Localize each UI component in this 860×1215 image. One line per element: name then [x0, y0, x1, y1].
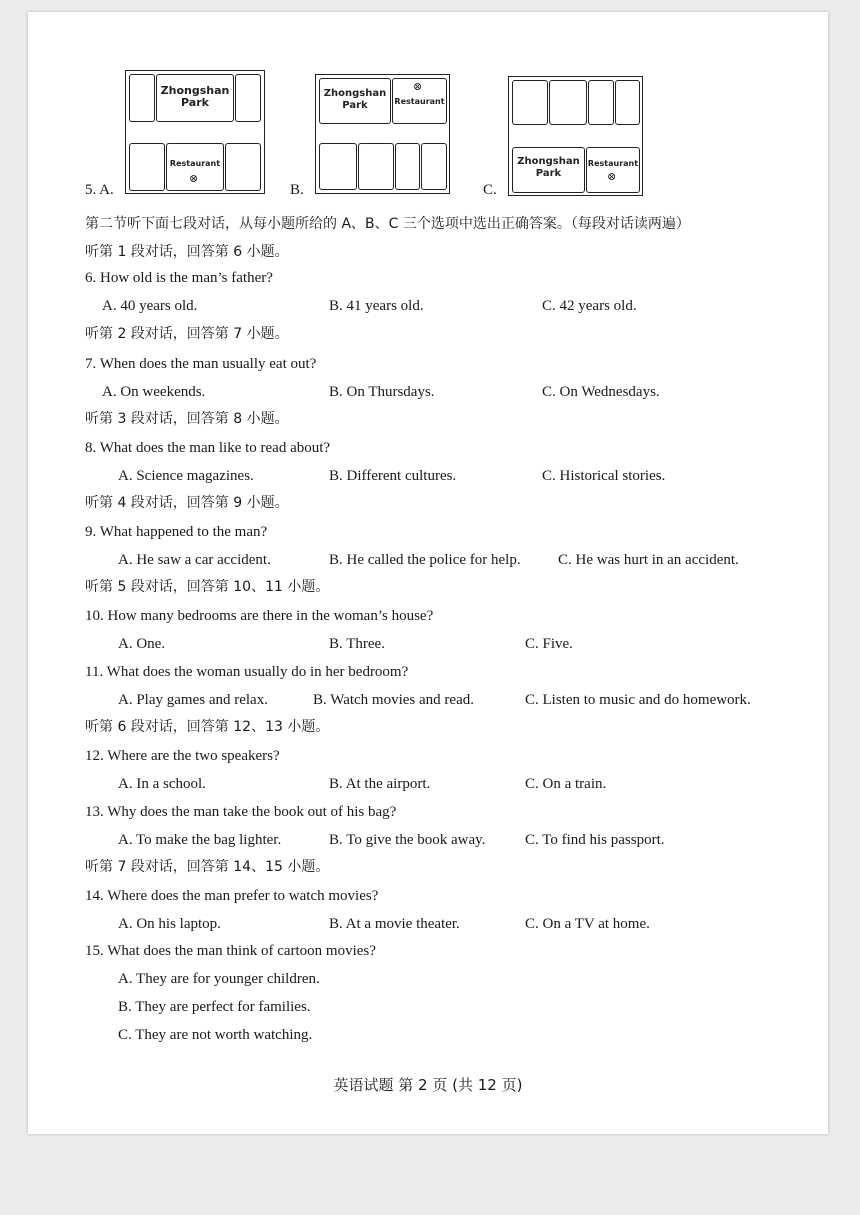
building — [421, 143, 447, 190]
map-option-c — [508, 76, 643, 196]
option-c: C. They are not worth watching. — [118, 1027, 313, 1043]
option-a: A. Play games and relax. — [118, 692, 268, 708]
option-a: A. One. — [118, 636, 166, 652]
dialogue-intro: 听第 3 段对话，回答第 8 小题。 — [85, 411, 289, 427]
building — [588, 80, 614, 125]
option-c: C. To find his passport. — [525, 832, 665, 848]
park-label: Zhongshan Park — [517, 156, 580, 179]
option-a: A. He saw a car accident. — [118, 552, 271, 568]
restaurant-icon: ⊗ — [607, 171, 617, 183]
building — [549, 80, 587, 125]
restaurant-icon: ⊗ — [413, 81, 423, 93]
building — [129, 143, 165, 191]
park-label: Zhongshan Park — [323, 88, 387, 111]
question-stem: 9. What happened to the man? — [85, 524, 268, 540]
q5-option-b-label: B. — [290, 182, 304, 198]
park-block — [319, 78, 391, 124]
park-block — [156, 74, 234, 122]
dialogue-intro: 听第 7 段对话，回答第 14、15 小题。 — [85, 859, 330, 875]
option-a: A. On weekends. — [102, 384, 206, 400]
option-c: C. He was hurt in an accident. — [558, 552, 739, 568]
option-c: C. 42 years old. — [542, 298, 637, 314]
option-c: C. Five. — [525, 636, 573, 652]
question-stem: 12. Where are the two speakers? — [85, 748, 280, 764]
dialogue-intro: 听第 6 段对话，回答第 12、13 小题。 — [85, 719, 330, 735]
map-option-a — [125, 70, 265, 194]
question-stem: 13. Why does the man take the book out of his bag? — [85, 804, 397, 820]
option-c: C. Listen to music and do homework. — [525, 692, 751, 708]
building — [615, 80, 640, 125]
section-heading: 第二节听下面七段对话，从每小题所给的 A、B、C 三个选项中选出正确答案。（每段对话读两遍） — [85, 216, 690, 232]
q5-option-c-label: C. — [483, 182, 497, 198]
question-stem: 11. What does the woman usually do in her bedroom? — [85, 664, 409, 680]
building — [358, 143, 394, 190]
building — [319, 143, 357, 190]
option-b: B. To give the book away. — [329, 832, 486, 848]
restaurant-icon: ⊗ — [189, 173, 199, 185]
building — [235, 74, 261, 122]
restaurant-block — [586, 147, 640, 193]
option-a: A. Science magazines. — [118, 468, 254, 484]
map-option-b — [315, 74, 450, 194]
option-c: C. On a TV at home. — [525, 916, 650, 932]
page-footer: 英语试题 第 2 页 (共 12 页) — [333, 1076, 523, 1094]
option-a: A. They are for younger children. — [118, 971, 320, 987]
restaurant-label: Restaurant — [169, 159, 221, 168]
option-b: B. 41 years old. — [329, 298, 424, 314]
option-b: B. They are perfect for families. — [118, 999, 311, 1015]
option-a: A. To make the bag lighter. — [118, 832, 282, 848]
restaurant-block — [392, 78, 447, 124]
dialogue-intro: 听第 4 段对话，回答第 9 小题。 — [85, 495, 289, 511]
question-stem: 15. What does the man think of cartoon movies? — [85, 943, 376, 959]
q5-option-a-label: 5. A. — [85, 182, 114, 198]
option-a: A. In a school. — [118, 776, 206, 792]
option-a: A. On his laptop. — [118, 916, 221, 932]
restaurant-label: Restaurant — [394, 97, 445, 106]
building — [512, 80, 548, 125]
question-stem: 6. How old is the man’s father? — [85, 270, 273, 286]
question-stem: 10. How many bedrooms are there in the woman’s house? — [85, 608, 434, 624]
building — [395, 143, 420, 190]
option-c: C. On Wednesdays. — [542, 384, 660, 400]
option-b: B. Different cultures. — [329, 468, 457, 484]
building — [129, 74, 155, 122]
building — [225, 143, 261, 191]
option-b: B. Watch movies and read. — [313, 692, 474, 708]
option-c: C. On a train. — [525, 776, 607, 792]
park-label: Zhongshan Park — [160, 84, 230, 109]
dialogue-intro: 听第 2 段对话，回答第 7 小题。 — [85, 326, 289, 342]
dialogue-intro: 听第 1 段对话，回答第 6 小题。 — [85, 244, 289, 260]
question-stem: 14. Where does the man prefer to watch movies? — [85, 888, 379, 904]
exam-page — [28, 12, 828, 1134]
question-stem: 7. When does the man usually eat out? — [85, 356, 317, 372]
option-b: B. On Thursdays. — [329, 384, 435, 400]
option-b: B. He called the police for help. — [329, 552, 521, 568]
option-b: B. Three. — [329, 636, 385, 652]
option-b: B. At a movie theater. — [329, 916, 460, 932]
restaurant-label: Restaurant — [587, 159, 639, 168]
question-stem: 8. What does the man like to read about? — [85, 440, 331, 456]
option-c: C. Historical stories. — [542, 468, 666, 484]
restaurant-block — [166, 143, 224, 191]
option-a: A. 40 years old. — [102, 298, 198, 314]
option-b: B. At the airport. — [329, 776, 431, 792]
dialogue-intro: 听第 5 段对话，回答第 10、11 小题。 — [85, 579, 330, 595]
park-block — [512, 147, 585, 193]
